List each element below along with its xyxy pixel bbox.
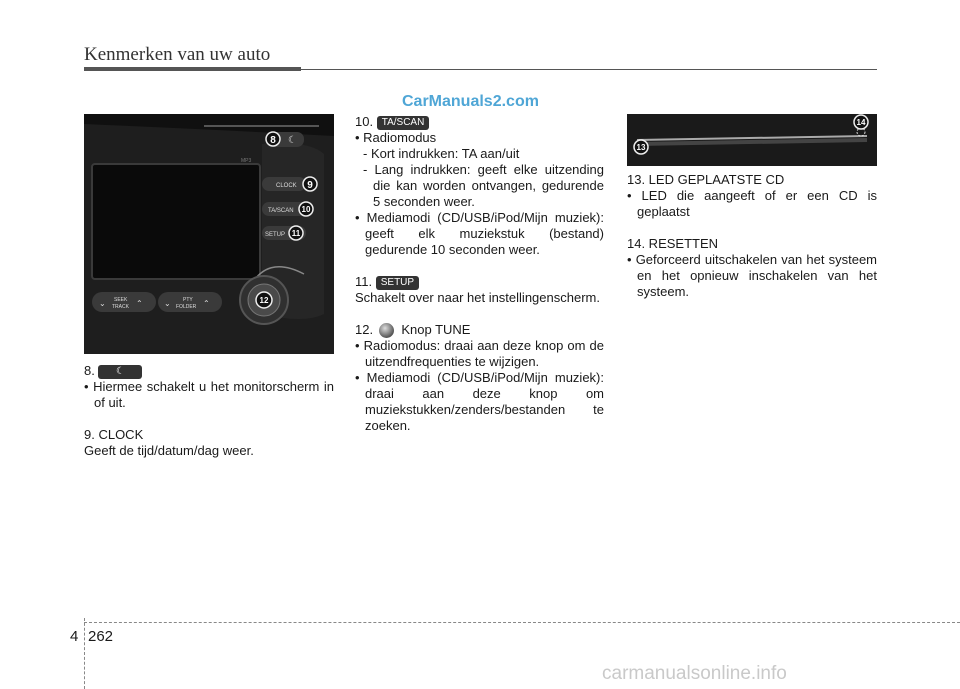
svg-text:⌃: ⌃ <box>136 299 143 308</box>
item-12-number: 12. <box>355 322 374 337</box>
callout-14 <box>854 115 868 129</box>
item-13-heading: 13. LED GEPLAATSTE CD <box>627 172 785 187</box>
chapter-number: 4 <box>70 628 79 645</box>
clock-button-label: CLOCK <box>276 183 297 189</box>
svg-text:14: 14 <box>856 118 866 127</box>
svg-text:10: 10 <box>301 205 311 214</box>
svg-text:12: 12 <box>259 296 269 305</box>
callout-8 <box>266 132 280 146</box>
head-unit-illustration <box>84 114 334 354</box>
svg-text:☾: ☾ <box>288 135 297 146</box>
svg-text:⌃: ⌃ <box>203 299 210 308</box>
column-2 <box>355 114 604 434</box>
item-10-dash-2: - Lang indrukken: geeft elke uitzending die kan worden ontvangen, gedurende 5 seconden weer. <box>363 162 604 209</box>
header-rule-thin <box>301 69 877 70</box>
header-rule-thick <box>84 67 301 71</box>
item-12-bullet-2: • Mediamodi (CD/USB/iPod/Mijn muziek): draai aan deze knop om muziekstukken/zenders/bestanden te zoeken. <box>355 370 604 434</box>
setup-button-label: SETUP <box>265 232 286 238</box>
svg-text:⌄: ⌄ <box>164 299 171 308</box>
item-8-moon-badge: ☾ <box>98 365 142 379</box>
tune-knob-icon <box>379 323 394 338</box>
item-10-bullet-2: • Mediamodi (CD/USB/iPod/Mijn muziek): geeft elk muziekstuk (bestand) gedurende 10 seconden weer. <box>355 210 604 257</box>
callout-9 <box>303 177 317 191</box>
page-number: 262 <box>88 628 114 645</box>
item-10-heading <box>355 114 604 130</box>
item-14-bullet: • Geforceerd uitschakelen van het systeem en het opnieuw inschakelen van het systeem. <box>627 252 877 299</box>
item-12-label: Knop TUNE <box>401 322 471 337</box>
seek-label-1: SEEK <box>114 297 128 303</box>
mp3-label: MP3 <box>241 158 252 164</box>
item-8-bullet: • Hiermee schakelt u het monitorscherm in of uit. <box>84 379 334 410</box>
callout-12 <box>256 292 272 308</box>
item-10-dash-1: - Kort indrukken: TA aan/uit <box>363 146 520 161</box>
cd-slot-illustration <box>627 114 877 166</box>
callout-13 <box>634 140 648 154</box>
head-unit-svg <box>84 114 334 354</box>
item-9-text: Geeft de tijd/datum/dag weer. <box>84 443 254 458</box>
watermark-bottom[interactable]: carmanualsonline.info <box>602 663 787 684</box>
page-header-title: Kenmerken van uw auto <box>84 44 271 65</box>
column-3 <box>627 172 877 300</box>
item-11-text: Schakelt over naar het instellingenscherm. <box>355 290 600 305</box>
pty-label-2: FOLDER <box>176 304 197 310</box>
item-12-heading <box>355 322 604 338</box>
cd-slot-svg <box>627 114 877 166</box>
item-8-number: 8. <box>84 363 95 378</box>
footer-rule <box>84 622 960 623</box>
tascan-badge: TA/SCAN <box>377 116 430 130</box>
item-14-heading: 14. RESETTEN <box>627 236 719 251</box>
tascan-button-label: TA/SCAN <box>268 208 294 214</box>
item-8-heading <box>84 363 334 379</box>
svg-text:⌄: ⌄ <box>99 299 106 308</box>
setup-badge: SETUP <box>376 276 419 290</box>
item-9-heading: 9. CLOCK <box>84 427 144 442</box>
column-1 <box>84 363 334 459</box>
item-13-bullet: • LED die aangeeft of er een CD is geplaatst <box>627 188 877 219</box>
svg-text:11: 11 <box>291 229 301 238</box>
footer-vertical-rule <box>84 618 85 689</box>
svg-text:8: 8 <box>270 135 276 146</box>
svg-text:9: 9 <box>307 180 313 191</box>
item-11-number: 11. <box>355 274 373 289</box>
item-11-heading <box>355 274 604 290</box>
item-10-number: 10. <box>355 114 374 129</box>
callout-10 <box>299 202 313 216</box>
seek-label-2: TRACK <box>112 304 129 310</box>
item-12-bullet-1: • Radiomodus: draai aan deze knop om de uitzendfrequenties te wijzigen. <box>355 338 604 370</box>
pty-label-1: PTY <box>183 297 193 303</box>
svg-text:13: 13 <box>636 143 646 152</box>
callout-11 <box>289 226 303 240</box>
item-10-bullet-1: • Radiomodus <box>355 130 437 145</box>
watermark-top[interactable]: CarManuals2.com <box>402 93 539 110</box>
